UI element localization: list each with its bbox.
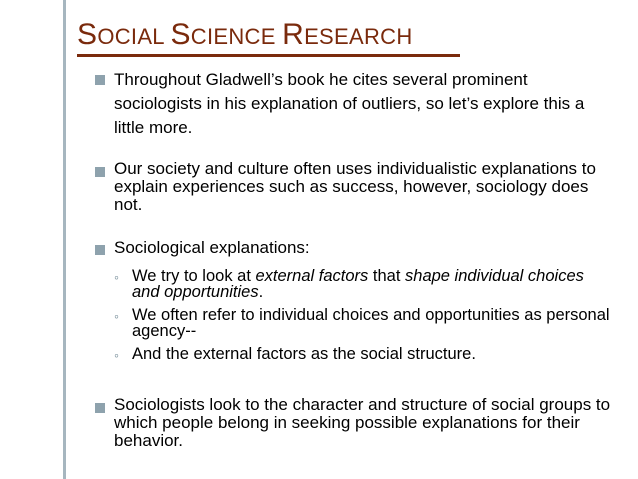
bullet-3-text: Sociological explanations: — [114, 238, 310, 257]
sub-item-1 — [114, 268, 614, 300]
title-word-cience: CIENCE — [190, 24, 283, 49]
title-word-ocial: OCIAL — [97, 24, 171, 49]
bullet-square-icon — [95, 245, 105, 255]
title-initial-s: S — [77, 18, 98, 51]
bullet-square-icon — [95, 403, 105, 413]
left-accent-bar — [63, 0, 66, 479]
slide-title — [77, 18, 413, 52]
title-underline — [77, 54, 460, 57]
title-initial-s2: S — [170, 18, 191, 51]
bullet-square-icon — [95, 75, 105, 85]
sub-item-2 — [114, 307, 614, 339]
title-word-esearch: ESEARCH — [304, 24, 413, 49]
sub-bullet-ring-icon: ◦ — [114, 269, 119, 285]
sub-item-1-text: We try to look at external factors that shape individual choices and opportunities. — [132, 267, 584, 301]
sub-item-3-text: And the external factors as the social structure. — [132, 345, 476, 363]
sub-bullet-ring-icon: ◦ — [114, 347, 119, 363]
sub-bullet-ring-icon: ◦ — [114, 308, 119, 324]
bullet-square-icon — [95, 167, 105, 177]
sub-item-2-text: We often refer to individual choices and opportunities as personal agency-- — [132, 306, 610, 340]
bullet-4-text: Sociologists look to the character and structure of social groups to which people belong in seeking possible explanations for their behavior. — [114, 395, 611, 450]
sub-item-3 — [114, 346, 614, 362]
bullet-2-text: Our society and culture often uses individualistic explanations to explain experiences such as success, however, sociology does not. — [114, 159, 596, 214]
title-initial-r: R — [282, 18, 305, 51]
bullet-1-text: Throughout Gladwell’s book he cites several prominent sociologists in his explanation of outliers, so let’s explore this a little more. — [114, 70, 585, 137]
